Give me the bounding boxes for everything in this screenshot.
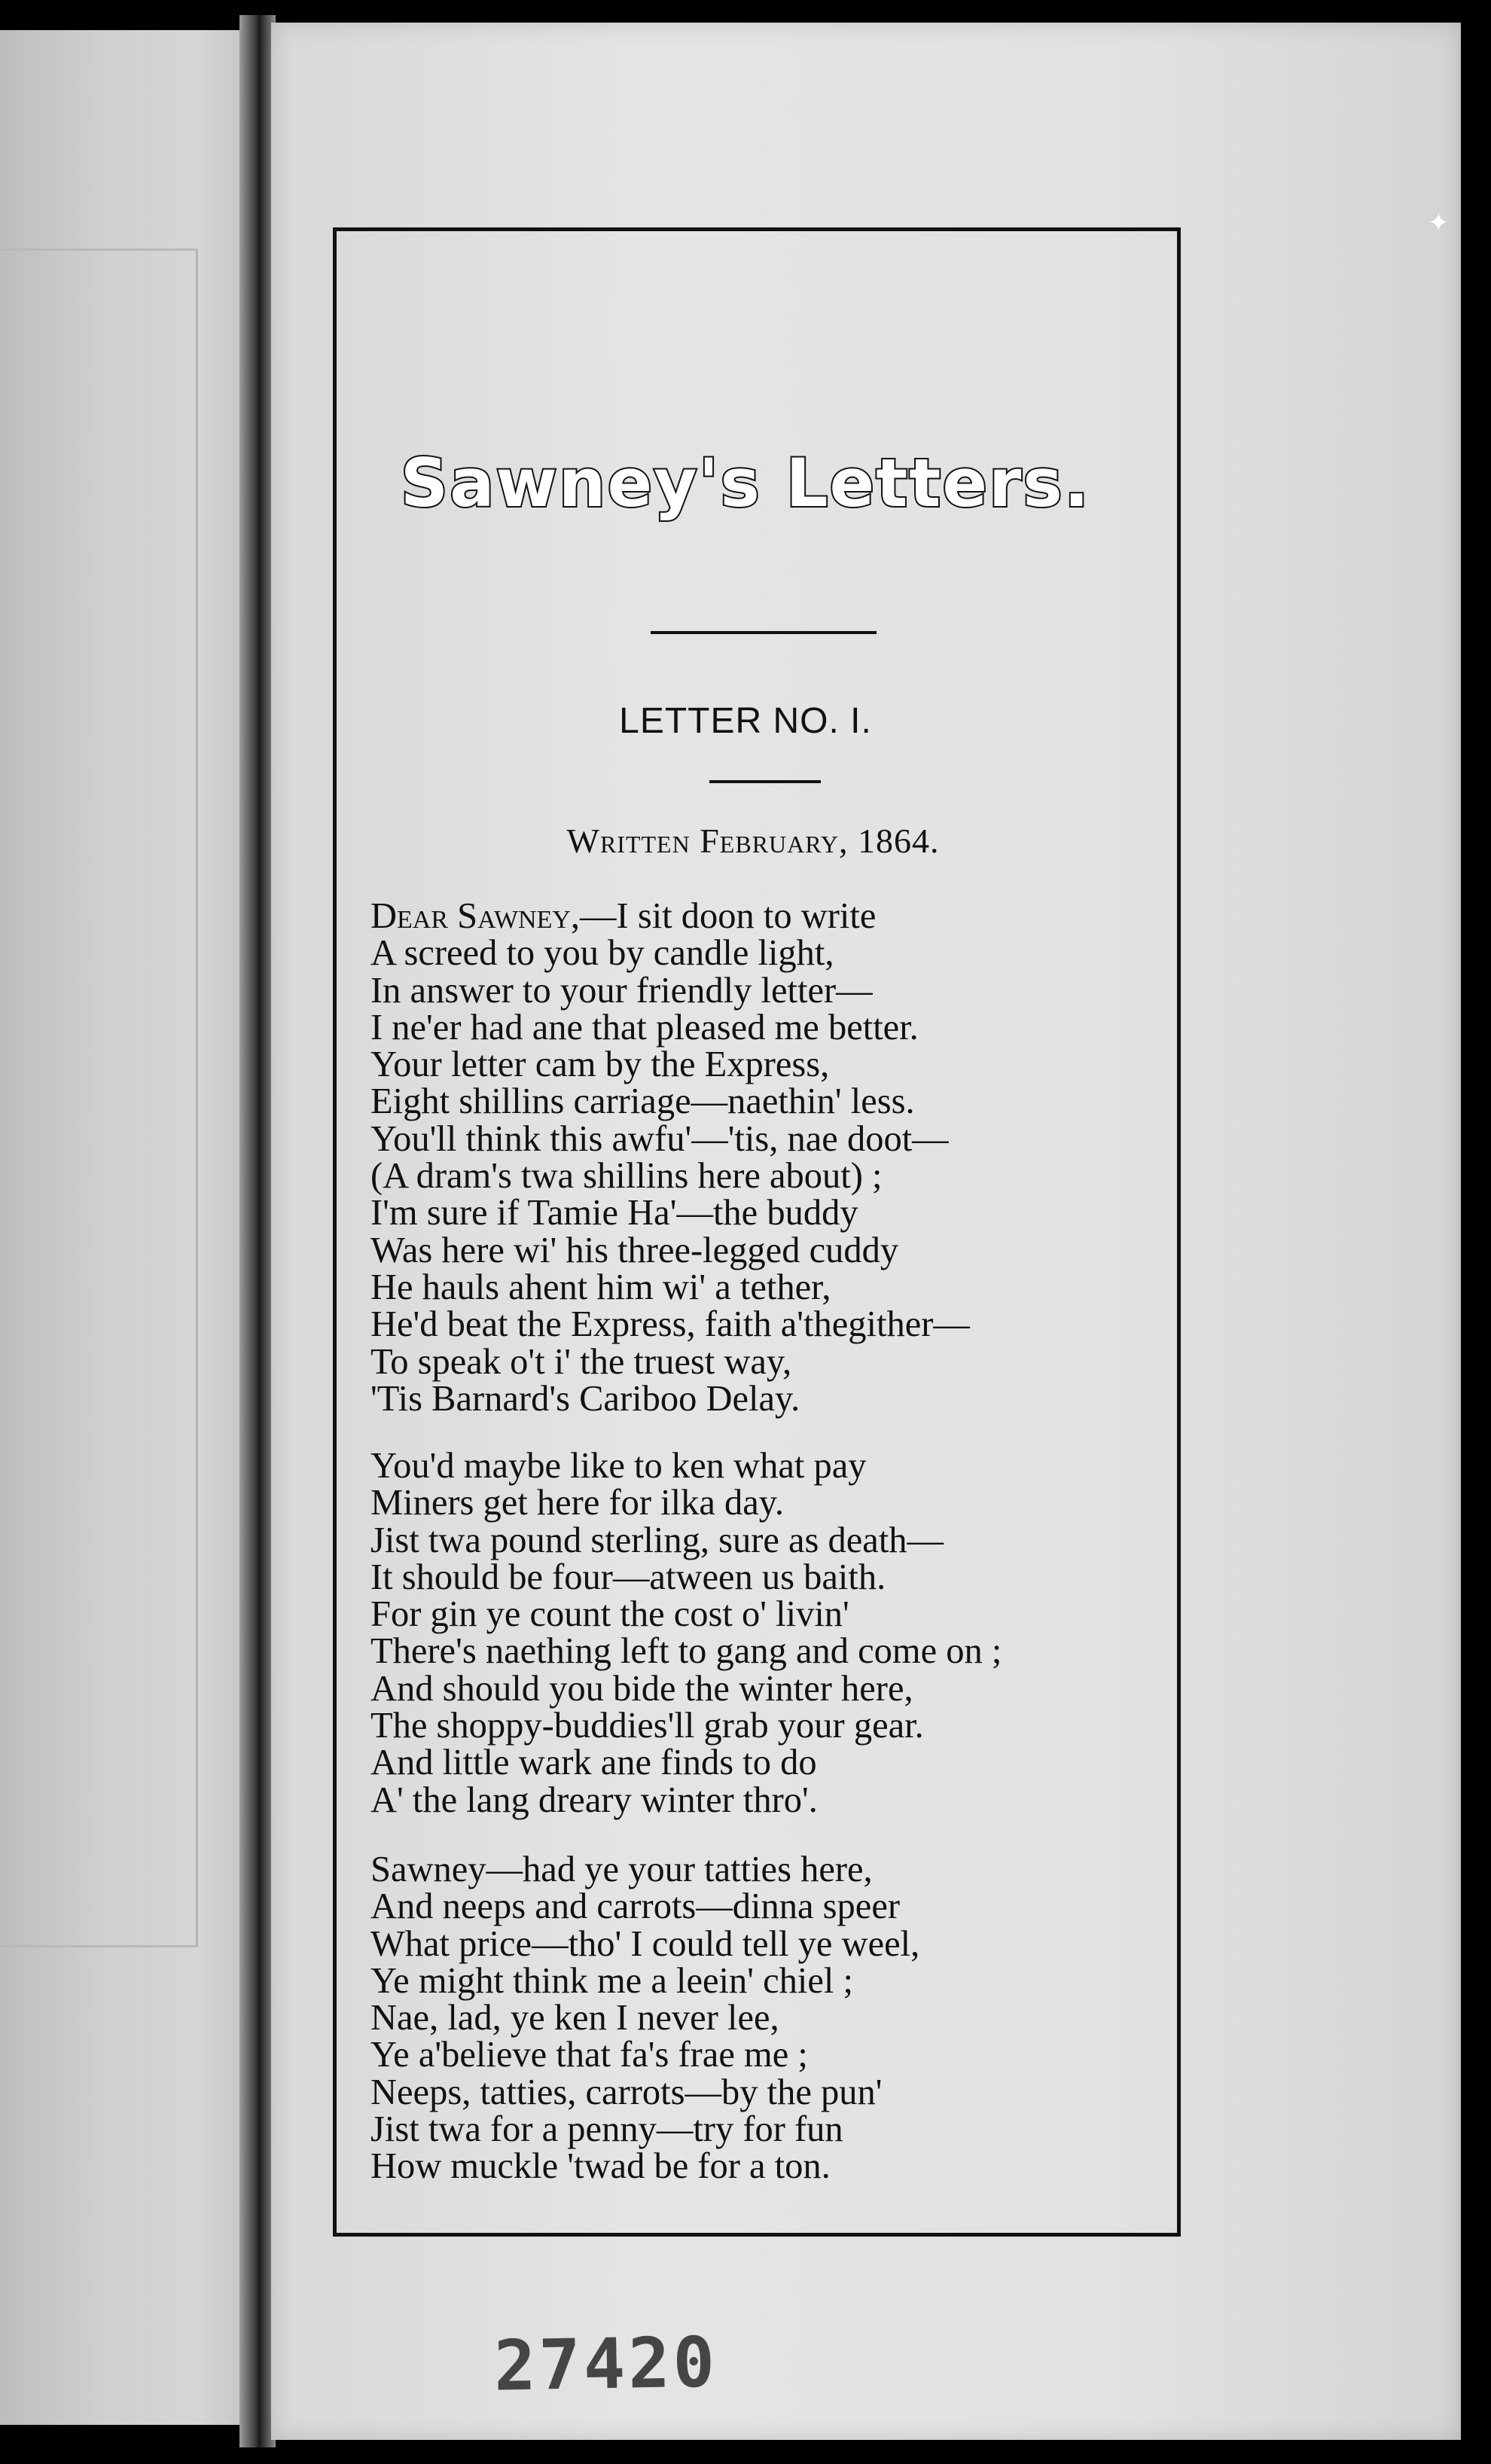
poem-line: To speak o't i' the truest way, [370,1341,792,1382]
poem-line: I ne'er had ane that pleased me better. [370,1007,919,1048]
poem-line: There's naething left to gang and come on ; [370,1631,1002,1672]
poem-line: A' the lang dreary winter thro'. [370,1779,818,1820]
poem-line: In answer to your friendly letter— [370,970,873,1011]
poem-line: Your letter cam by the Express, [370,1044,830,1085]
poem-line: Sawney—had ye your tatties here, [370,1850,873,1889]
poem-line: I'm sure if Tamie Ha'—the buddy [370,1193,858,1234]
poem-line: For gin ye count the cost o' livin' [370,1594,849,1635]
poem-line: Ye might think me a leein' chiel ; [370,1960,853,2001]
poem-line: Was here wi' his three-legged cuddy [370,1230,899,1270]
poem-line: You'd maybe like to ken what pay [370,1446,867,1486]
sparkle-icon: ✦ [1428,209,1450,237]
poem-line: How muckle 'twad be for a ton. [370,2146,831,2187]
stanza-1 [370,898,1169,1417]
poem-line: What price—tho' I could tell ye weel, [370,1923,920,1964]
title-rule [651,631,877,634]
document-title: Sawney's Letters. [400,444,1091,522]
poem-line: It should be four—atween us baith. [370,1557,886,1597]
stamp-number: 27420 [493,2322,718,2407]
written-date: Written February, 1864. [566,822,940,860]
poem-line: He hauls ahent him wi' a tether, [370,1267,831,1307]
poem-line: Jist twa pound sterling, sure as death— [370,1520,944,1560]
poem-line: 'Tis Barnard's Cariboo Delay. [370,1378,800,1419]
poem-line: Jist twa for a penny—try for fun [370,2109,843,2150]
poem-line: And should you bide the winter here, [370,1668,913,1709]
poem-line: A screed to you by candle light, [370,933,834,974]
poem-line: And little wark ane finds to do [370,1743,817,1783]
stanza-2 [370,1447,1169,1819]
letter-number-rule [709,780,821,783]
book-spine [239,15,276,2447]
poem-line: He'd beat the Express, faith a'thegither— [370,1304,970,1345]
poem-line: Neeps, tatties, carrots—by the pun' [370,2072,883,2112]
poem-line: The shoppy-buddies'll grab your gear. [370,1706,924,1746]
letter-number: LETTER NO. I. [619,701,872,741]
poem-line: Miners get here for ilka day. [370,1483,785,1523]
poem-line: Dear Sawney,—I sit doon to write [370,896,877,936]
poem-line: Eight shillins carriage—naethin' less. [370,1081,915,1122]
poem-line: You'll think this awfu'—'tis, nae doot— [370,1118,949,1159]
stanza-3 [370,1851,1169,2185]
facing-page [0,30,248,2425]
salutation: Dear Sawney, [370,896,581,936]
poem-line: And neeps and carrots—dinna speer [370,1886,901,1927]
poem-line: Ye a'believe that fa's frae me ; [370,2035,808,2075]
poem-line: (A dram's twa shillins here about) ; [370,1156,883,1197]
poem-line: Nae, lad, ye ken I never lee, [370,1998,779,2039]
